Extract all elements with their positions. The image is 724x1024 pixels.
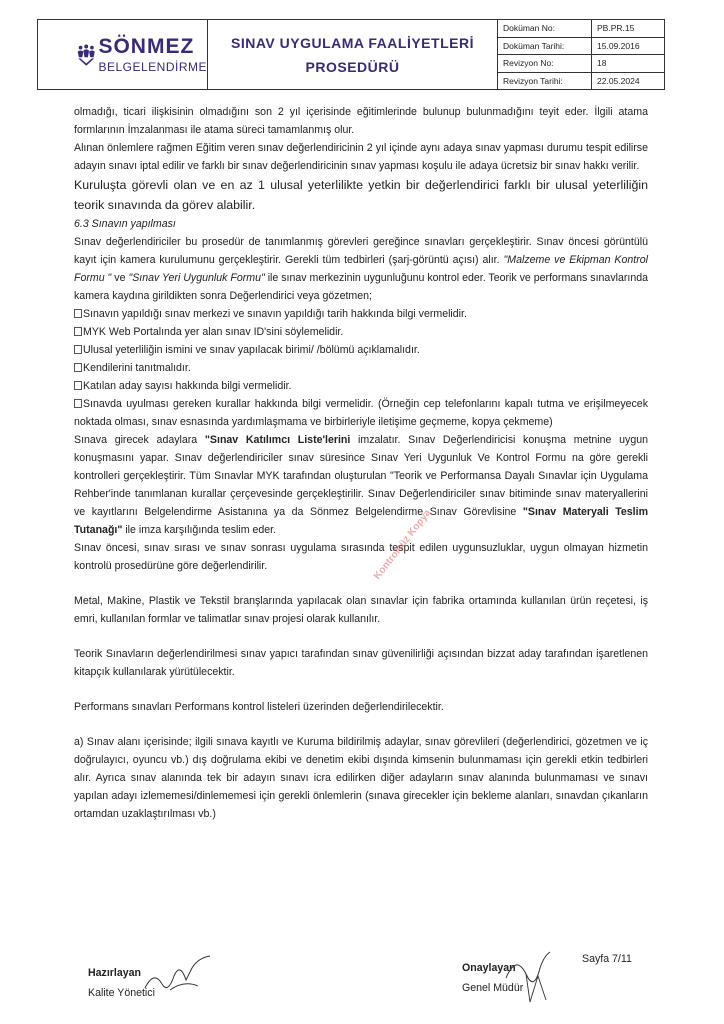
paragraph: Teorik Sınavların değerlendirilmesi sınav yapıcı tarafından sınav güvenilirliği açısından bizzat aday tarafından işaretlenen kitapçık kullanılarak yürütülecektir. bbox=[74, 648, 648, 678]
document-body bbox=[74, 103, 648, 823]
bullet-box-icon bbox=[74, 399, 82, 408]
meta-row bbox=[498, 38, 664, 56]
logo-sub-text: BELGELENDİRME bbox=[98, 60, 207, 74]
meta-key: Doküman Tarihi: bbox=[498, 38, 592, 55]
approved-role: Genel Müdür bbox=[462, 982, 524, 994]
list-item bbox=[74, 359, 648, 377]
section-heading: 6.3 Sınavın yapılması bbox=[74, 218, 176, 230]
uncontrolled-copy-watermark: Kontrolsüz Kopya bbox=[372, 507, 434, 582]
list-item bbox=[74, 305, 648, 323]
list-item-text: Sınavın yapıldığı sınav merkezi ve sınavın yapıldığı tarih hakkında bilgi vermelidir. bbox=[83, 308, 467, 320]
title-line-1: SINAV UYGULAMA FAALİYETLERİ bbox=[231, 34, 474, 51]
meta-value: 22.05.2024 bbox=[597, 75, 640, 86]
text-run: ile imza karşılığında teslim eder. bbox=[122, 524, 277, 536]
page-number: Sayfa 7/11 bbox=[582, 953, 632, 965]
bullet-box-icon bbox=[74, 327, 82, 336]
meta-value: PB.PR.15 bbox=[597, 23, 635, 34]
meta-row bbox=[498, 55, 664, 73]
prepared-role: Kalite Yönetici bbox=[88, 987, 155, 999]
meta-value: 15.09.2016 bbox=[597, 40, 640, 51]
bold-form-name: "Sınav Katılımcı Liste'lerini bbox=[204, 434, 351, 446]
list-item-text: Kendilerini tanıtmalıdır. bbox=[83, 362, 191, 374]
paragraph: Metal, Makine, Plastik ve Tekstil branşlarında yapılacak olan sınavlar için fabrika ortamında kullanılan ürün reçetesi, iş emri, kullanılan formlar ve talimatlar sınav projesi olarak kullanılır. bbox=[74, 595, 648, 625]
paragraph: olmadığı, ticari ilişkisinin olmadığını son 2 yıl içerisinde eğitimlerinde bulunup bulunmadığını teyit eder. İlgili atama formlarının İmzalanması ile atama süreci tamamlanmış olur. bbox=[74, 106, 648, 136]
meta-row bbox=[498, 20, 664, 38]
prepared-label: Hazırlayan bbox=[88, 967, 141, 979]
list-item-text: Sınavda uyulması gereken kurallar hakkında bilgi vermelidir. (Örneğin cep telefonlarını kapalı tutma ve erişilmeyecek noktada olması, sınav esnasında yardımlaşmama ve birbirleriyle iletişime geçmeme, kopya çekmeme) bbox=[74, 398, 648, 428]
logo bbox=[38, 20, 208, 89]
list-item-text: MYK Web Portalında yer alan sınav ID'sini söylemelidir. bbox=[83, 326, 344, 338]
list-item bbox=[74, 395, 648, 431]
list-item bbox=[74, 377, 648, 395]
title-line-2: PROSEDÜRÜ bbox=[305, 58, 400, 75]
bold-form-name: "Sınav Materyali Teslim Tutanağı" bbox=[74, 506, 648, 536]
paragraph bbox=[74, 431, 648, 539]
logo-main-text: SÖNMEZ bbox=[98, 35, 195, 58]
text-run: ile sınav merkezinin uygunluğunu kontrol eder. Teorik ve performans sınavlarında kamera kaydına girildikten sonra Değerlendirici veya gözetmen; bbox=[74, 272, 649, 302]
meta-value: 18 bbox=[597, 58, 607, 69]
text-run: imzalatır. Sınav Değerlendiricisi konuşma metnine uygun konuşmasını yapar. Sınav değerlendiriciler sınav süresince Sınav Yeri Uygunluk Ve Kontrol Formu na göre gerekli kontrolleri gerçekleştirir. Tüm Sınavlar MYK tarafından oluşturulan "Teorik ve Performansa Dayalı Sınavlar için Uygulama Rehber'inde tanımlanan kurallar çerçevesinde gerçekleştirilir. Sınav Değerlendiriciler sınav bitiminde sınav materyallerini ve kayıtlarını Belgelendirme Asistanına ya da Sönmez Belgelendirme Sınav Görevlisine bbox=[74, 434, 649, 518]
meta-key: Doküman No: bbox=[498, 20, 592, 37]
paragraph: a) Sınav alanı içerisinde; ilgili sınava kayıtlı ve Kuruma bildirilmiş adaylar, sınav görevlileri (değerlendirici, gözetmen ve iç doğrulayıcı, oyuncu vb.) dış doğrulama ekibi ve denetim ekibi dışında kimsenin bulunmaması için gerekli etkin tedbirleri alır. Ayrıca sınav alanında tek bir adayın sınavı icra edilirken diğer adayların sınav alanında bulunmaması ve sınavı yapılan adayı izlememesi/dinlememesi için gerekli önlemlerin (sınava girecekler için bekleme alanları, sınavdan çıkanların ortamdan uzaklaştırılması vb.) bbox=[74, 736, 648, 820]
document-meta-table bbox=[498, 20, 664, 89]
list-item-text: Ulusal yeterliliğin ismini ve sınav yapılacak birimi/ /bölümü açıklamalıdır. bbox=[83, 344, 420, 356]
paragraph: Performans sınavları Performans kontrol listeleri üzerinden değerlendirilecektir. bbox=[74, 701, 444, 713]
paragraph: Alınan önlemlere rağmen Eğitim veren sınav değerlendiricinin 2 yıl içinde aynı adaya sınav yapması durumu tespit edilirse adayın sınavı iptal edilir ve farklı bir sınav değerlendiricinin sınav yapması koşulu ile adaya ücretsiz bir sınav hakkı verilir. bbox=[74, 142, 648, 172]
text-run: Sınav değerlendiriciler bu prosedür de tanımlanmış görevleri gereğince sınavları gerçekleştirir. Sınav öncesi görüntülü kayıt için kamera kurulumunu gerçekleştirir. Gerekli tüm tedbirleri (şarj-görüntü açısı) alır. bbox=[74, 236, 648, 266]
form-name: "Malzeme ve Ekipman Kontrol Formu " bbox=[74, 254, 648, 284]
people-logo-icon bbox=[76, 35, 96, 75]
bullet-box-icon bbox=[74, 363, 82, 372]
paragraph bbox=[74, 233, 648, 305]
bullet-box-icon bbox=[74, 345, 82, 354]
meta-row bbox=[498, 73, 664, 90]
bullet-box-icon bbox=[74, 309, 82, 318]
form-name: "Sınav Yeri Uygunluk Formu" bbox=[128, 272, 265, 284]
prepared-signature-icon bbox=[140, 950, 220, 1000]
paragraph-large: Kuruluşta görevli olan ve en az 1 ulusal yeterlilikte yetkin bir değerlendirici farklı bir ulusal yeterliliğin teorik sınavında da görev alabilir. bbox=[74, 178, 648, 212]
list-item bbox=[74, 323, 648, 341]
approved-label: Onaylayan bbox=[462, 962, 516, 974]
paragraph: Sınav öncesi, sınav sırası ve sınav sonrası uygulama sırasında tespit edilen uygunsuzluklar, uygun olmayan hizmetin kontrolü prosedürüne göre değerlendirilir. bbox=[74, 542, 648, 572]
document-header bbox=[37, 19, 665, 90]
meta-key: Revizyon Tarihi: bbox=[498, 73, 592, 90]
text-run: Sınava girecek adaylara bbox=[74, 434, 205, 446]
list-item-text: Katılan aday sayısı hakkında bilgi vermelidir. bbox=[83, 380, 292, 392]
bullet-box-icon bbox=[74, 381, 82, 390]
document-title bbox=[208, 20, 498, 89]
meta-key: Revizyon No: bbox=[498, 55, 592, 72]
approved-signature-icon bbox=[500, 948, 560, 1006]
text-run: ve bbox=[111, 272, 129, 284]
list-item bbox=[74, 341, 648, 359]
